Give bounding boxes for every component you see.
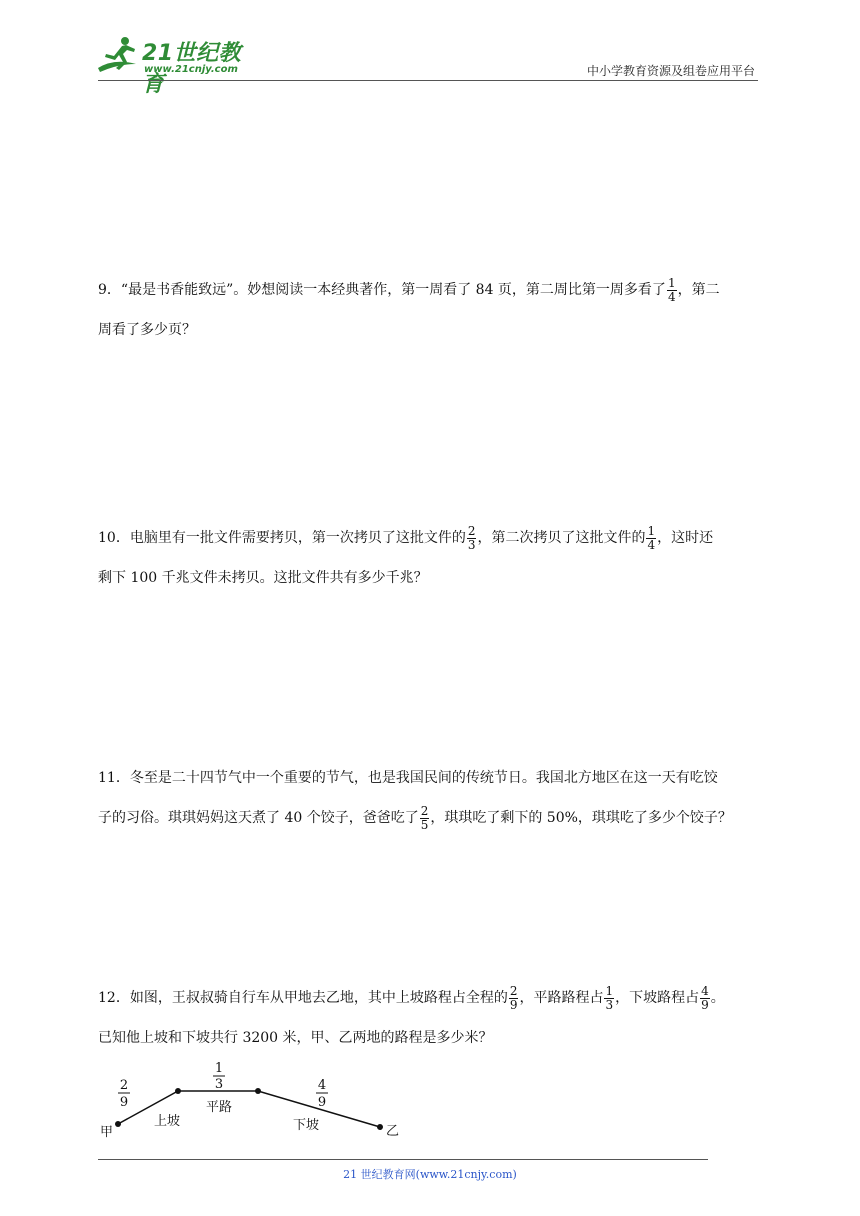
downhill-label: 下坡 bbox=[293, 1118, 320, 1133]
route-diagram bbox=[98, 1062, 418, 1140]
question-10-text: 10．电脑里有一批文件需要拷贝，第一次拷贝了这批文件的 bbox=[98, 530, 466, 546]
question-12-line-2: 已知他上坡和下坡共行 3200 米，甲、乙两地的路程是多少米？ bbox=[98, 1030, 493, 1046]
question-11-line-2 bbox=[98, 798, 762, 838]
fraction-numerator: 2 bbox=[509, 983, 518, 998]
fraction-numerator: 1 bbox=[667, 275, 676, 290]
question-11-text: 子的习俗。琪琪妈妈这天煮了 40 个饺子，爸爸吃了 bbox=[98, 810, 419, 826]
fraction-numerator: 2 bbox=[420, 803, 429, 818]
header-divider bbox=[98, 80, 758, 81]
fraction-denominator: 5 bbox=[420, 817, 429, 832]
question-12-text: ，下坡路程占 bbox=[615, 990, 700, 1006]
flat-label: 平路 bbox=[206, 1100, 233, 1115]
question-11-text: ，琪琪吃了剩下的 50%，琪琪吃了多少个饺子？ bbox=[430, 810, 732, 826]
question-10-line-1 bbox=[98, 518, 762, 558]
fraction-denominator: 4 bbox=[667, 289, 676, 304]
logo-url-text: www.21cnjy.com bbox=[144, 64, 238, 75]
question-12-text: 12．如图，王叔叔骑自行车从甲地去乙地，其中上坡路程占全程的 bbox=[98, 990, 508, 1006]
logo-brand-text: 21世纪教育 bbox=[142, 41, 242, 97]
question-12-text: 。 bbox=[710, 990, 725, 1006]
fraction bbox=[700, 985, 710, 1012]
question-9-line-2: 周看了多少页？ bbox=[98, 322, 196, 338]
question-9 bbox=[98, 270, 762, 350]
start-label: 甲 bbox=[100, 1125, 114, 1140]
downhill-fraction-numerator: 4 bbox=[317, 1078, 327, 1093]
question-10-text: ，第二次拷贝了这批文件的 bbox=[477, 530, 646, 546]
fraction-numerator: 4 bbox=[701, 983, 709, 998]
question-11-line-1: 11．冬至是二十四节气中一个重要的节气，也是我国民间的传统节日。我国北方地区在这一天有吃饺 bbox=[98, 770, 718, 786]
flat-fraction-numerator: 1 bbox=[214, 1062, 224, 1076]
end-point bbox=[377, 1124, 383, 1130]
flat-end-point bbox=[255, 1088, 261, 1094]
question-12 bbox=[98, 978, 762, 1058]
downhill-fraction-denominator: 9 bbox=[317, 1095, 327, 1110]
uphill-fraction-numerator: 2 bbox=[119, 1078, 129, 1093]
footer-text: 21 世纪教育网(www.21cnjy.com) bbox=[343, 1168, 517, 1181]
question-11 bbox=[98, 758, 762, 838]
fraction bbox=[467, 525, 477, 552]
page-header bbox=[0, 0, 860, 97]
question-12-text: ，平路路程占 bbox=[519, 990, 604, 1006]
fraction bbox=[646, 525, 656, 552]
fraction-denominator: 9 bbox=[701, 997, 709, 1012]
fraction-denominator: 4 bbox=[647, 537, 656, 552]
question-9-line-1 bbox=[98, 270, 762, 310]
fraction-denominator: 3 bbox=[605, 997, 614, 1012]
question-12-line-1 bbox=[98, 978, 762, 1018]
fraction-numerator: 1 bbox=[647, 523, 656, 538]
fraction-denominator: 3 bbox=[467, 537, 476, 552]
question-10-text: ，这时还 bbox=[657, 530, 714, 546]
uphill-top-point bbox=[175, 1088, 181, 1094]
question-9-text: 9．“最是书香能致远”。妙想阅读一本经典著作，第一周看了 84 页，第二周比第一周多看了 bbox=[98, 282, 666, 298]
uphill-fraction-denominator: 9 bbox=[119, 1095, 129, 1110]
question-10 bbox=[98, 518, 762, 598]
start-point bbox=[115, 1121, 121, 1127]
fraction bbox=[420, 805, 430, 832]
fraction bbox=[509, 985, 519, 1012]
fraction-numerator: 2 bbox=[467, 523, 476, 538]
logo bbox=[92, 34, 262, 97]
footer-divider bbox=[98, 1159, 708, 1160]
fraction bbox=[604, 985, 614, 1012]
header-platform-text: 中小学教育资源及组卷应用平台 bbox=[586, 64, 755, 78]
fraction-numerator: 1 bbox=[605, 983, 614, 998]
question-9-text: ，第二 bbox=[677, 282, 720, 298]
runner-logo-icon bbox=[92, 34, 142, 78]
fraction-denominator: 9 bbox=[509, 997, 518, 1012]
uphill-label: 上坡 bbox=[154, 1114, 181, 1129]
flat-fraction-denominator: 3 bbox=[214, 1077, 224, 1092]
end-label: 乙 bbox=[386, 1124, 400, 1139]
fraction bbox=[667, 277, 677, 304]
question-10-line-2: 剩下 100 千兆文件未拷贝。这批文件共有多少千兆？ bbox=[98, 570, 428, 586]
